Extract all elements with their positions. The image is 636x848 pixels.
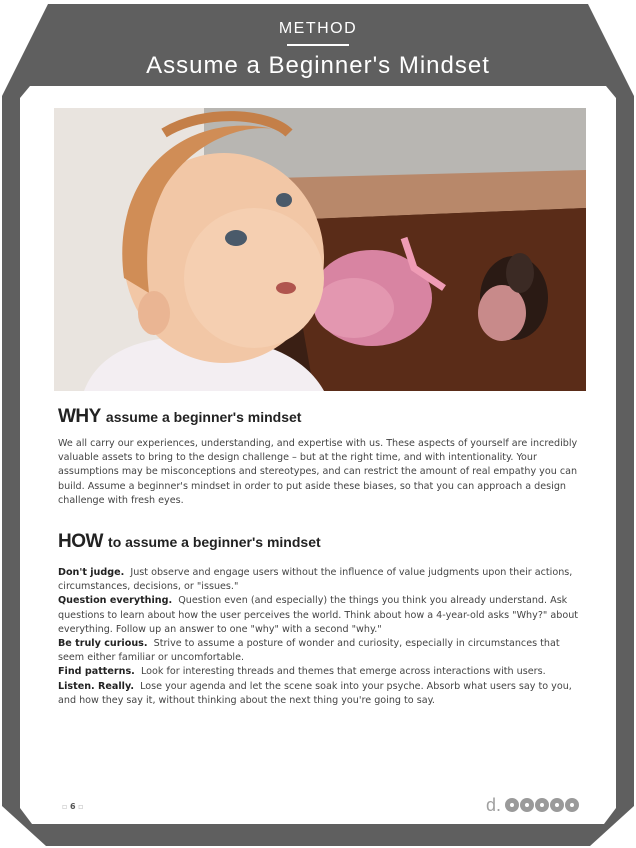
how-item-lead: Don't judge.	[58, 567, 125, 578]
how-heading-small: to assume a beginner's mindset	[108, 534, 321, 550]
header-rule	[287, 44, 349, 46]
how-item-dont-judge	[58, 566, 580, 594]
page-number-value: 6	[69, 802, 76, 811]
how-item-text: Just observe and engage users without the influence of value judgments upon their actions, circumstances, decisions, or "issues."	[58, 567, 573, 593]
why-heading-small: assume a beginner's mindset	[105, 409, 302, 425]
page-number-dot-right: ▫	[78, 802, 84, 811]
why-body: We all carry our experiences, understanding, and expertise with us. These aspects of yourself are incredibly valuable assets to bring to the design challenge – but at the right time, and with intentionality. Your assumptions may be misconceptions and stereotypes, and can restrict the amount of real empathy you can build. Assume a beginner's mindset in order to put aside these biases, so that you can approach a design challenge with fresh eyes.	[58, 438, 578, 506]
why-heading	[58, 406, 301, 428]
dschool-logo	[486, 794, 580, 816]
toddler-photo	[54, 108, 586, 391]
how-item-lead: Be truly curious.	[58, 638, 148, 650]
how-item-be-curious	[58, 637, 580, 665]
how-item-text: Look for interesting threads and themes that emerge across interactions with users.	[140, 666, 546, 678]
how-item-listen	[58, 680, 580, 708]
how-item-text: Strive to assume a posture of wonder and curiosity, especially in circumstances that seem either familiar or uncomfortable.	[58, 638, 560, 664]
how-item-question-everything	[58, 594, 580, 637]
how-item-find-patterns	[58, 665, 580, 679]
how-item-lead: Question everything.	[58, 595, 173, 607]
section-label: METHOD	[278, 20, 358, 37]
page-number	[62, 802, 84, 811]
photo-illustration	[54, 108, 586, 391]
page-header	[0, 20, 636, 80]
how-list	[58, 566, 580, 708]
how-item-lead: Listen. Really.	[58, 680, 134, 692]
why-heading-big: WHY	[58, 406, 101, 427]
how-heading	[58, 531, 321, 553]
how-item-lead: Find patterns.	[58, 666, 135, 678]
page-title: Assume a Beginner's Mindset	[146, 52, 490, 79]
how-item-text: Lose your agenda and let the scene soak into your psyche. Absorb what users say to you, and how they say it, without thinking about the next thing you're going to say.	[58, 680, 572, 706]
logo-text: d.	[486, 795, 502, 815]
page-number-dot-left: ▫	[62, 802, 68, 811]
how-item-text: Question even (and especially) the things you think you already understand. Ask questions to learn about how the user perceives the world. Think about how a 4-year-old asks "Why?" about everything. Follow up an answer to one "why" with a second "why."	[58, 595, 579, 635]
how-heading-big: HOW	[58, 531, 103, 552]
